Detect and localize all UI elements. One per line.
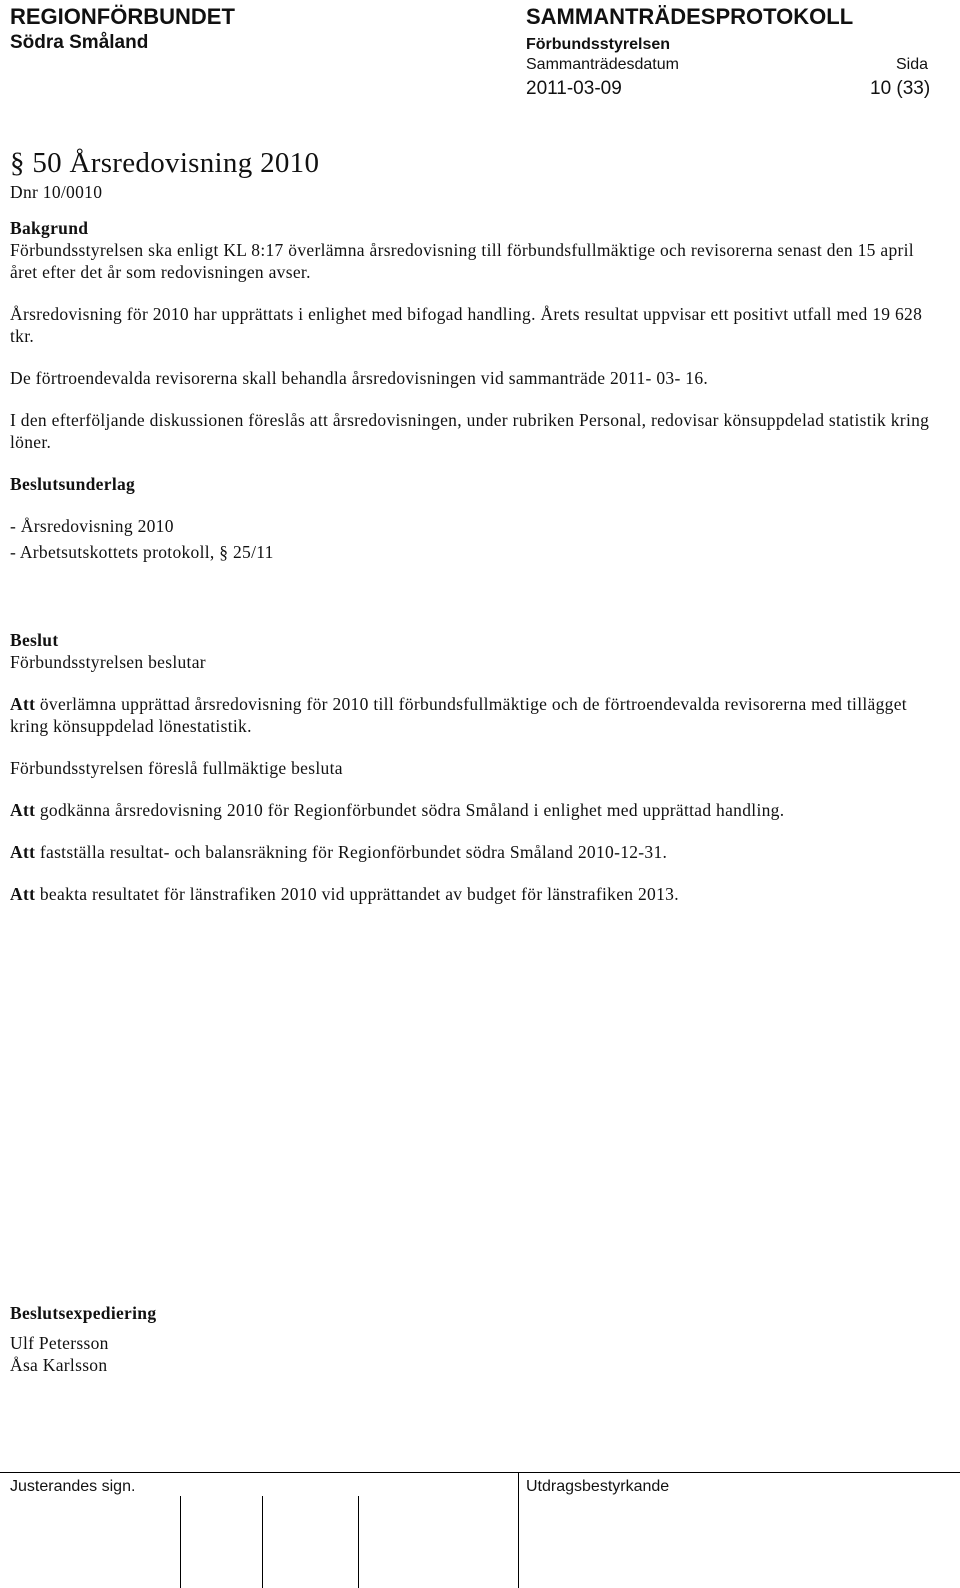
underlag-list bbox=[10, 515, 940, 563]
page-label: Sida bbox=[896, 56, 929, 73]
protocol-section bbox=[10, 145, 940, 925]
signature-box-divider bbox=[262, 1496, 263, 1588]
signature-box-divider bbox=[518, 1472, 519, 1588]
bakgrund-paragraph-4: I den efterföljande diskussionen föreslås att årsredovisningen, under rubriken Personal, redovisar könsuppdelad statistik kring löner. bbox=[10, 410, 930, 452]
board-name: Förbundsstyrelsen bbox=[526, 36, 671, 53]
beslut-intro: Förbundsstyrelsen beslutar bbox=[10, 652, 206, 672]
signature-box-divider bbox=[358, 1496, 359, 1588]
bakgrund-heading: Bakgrund bbox=[10, 218, 89, 238]
document-type: SAMMANTRÄDESPROTOKOLL bbox=[526, 4, 854, 29]
signature-box-divider bbox=[180, 1496, 181, 1588]
justerandes-sign-label: Justerandes sign. bbox=[10, 1478, 136, 1495]
expediering-name: Åsa Karlsson bbox=[10, 1355, 108, 1375]
att-text: fastställa resultat- och balansräkning för Regionförbundet södra Småland 2010-12-31. bbox=[35, 842, 668, 862]
att-word: Att bbox=[10, 800, 36, 820]
expediering-heading: Beslutsexpediering bbox=[10, 1303, 157, 1323]
bakgrund-paragraph-2: Årsredovisning för 2010 har upprättats i enlighet med bifogad handling. Årets resultat uppvisar ett positivt utfall med 19 628 tkr. bbox=[10, 304, 923, 346]
underlag-heading: Beslutsunderlag bbox=[10, 474, 136, 494]
proposal-att-3 bbox=[10, 883, 940, 905]
att-text: beakta resultatet för länstrafiken 2010 vid upprättandet av budget för länstrafiken 2013. bbox=[35, 884, 679, 904]
bakgrund-paragraph-1: Förbundsstyrelsen ska enligt KL 8:17 överlämna årsredovisning till förbundsfullmäktige och revisorerna senast den 15 april året efter det år som redovisningen avser. bbox=[10, 240, 914, 282]
page-number: 10 (33) bbox=[870, 78, 931, 99]
att-word: Att bbox=[10, 842, 36, 862]
list-item: - Arbetsutskottets protokoll, § 25/11 bbox=[10, 542, 274, 562]
case-number: Dnr 10/0010 bbox=[10, 182, 103, 202]
beslut-att-1 bbox=[10, 693, 940, 737]
beslut-heading: Beslut bbox=[10, 630, 59, 650]
footer-divider bbox=[0, 1472, 960, 1473]
att-text: godkänna årsredovisning 2010 för Regionförbundet södra Småland i enlighet med upprättad handling. bbox=[35, 800, 785, 820]
proposal-att-1 bbox=[10, 799, 940, 821]
list-item: - Årsredovisning 2010 bbox=[10, 516, 174, 536]
expediering-block bbox=[10, 1302, 156, 1376]
bakgrund-paragraph-3: De förtroendevalda revisorerna skall behandla årsredovisningen vid sammanträde 2011- 03- 16. bbox=[10, 368, 709, 388]
organization-name: REGIONFÖRBUNDET bbox=[10, 4, 235, 29]
meeting-date: 2011-03-09 bbox=[526, 78, 622, 99]
att-word: Att bbox=[10, 694, 36, 714]
att-text: överlämna upprättad årsredovisning för 2010 till förbundsfullmäktige och de förtroendevalda revisorerna med tillägget kring könsuppdelad lönestatistik. bbox=[10, 694, 907, 736]
section-title: § 50 Årsredovisning 2010 bbox=[10, 147, 320, 179]
utdragsbestyrkande-label: Utdragsbestyrkande bbox=[526, 1478, 670, 1495]
proposal-intro: Förbundsstyrelsen föreslå fullmäktige besluta bbox=[10, 758, 343, 778]
proposal-att-2 bbox=[10, 841, 940, 863]
meeting-date-label: Sammanträdesdatum bbox=[526, 56, 679, 73]
organization-region: Södra Småland bbox=[10, 32, 149, 53]
expediering-name: Ulf Petersson bbox=[10, 1333, 109, 1353]
att-word: Att bbox=[10, 884, 36, 904]
